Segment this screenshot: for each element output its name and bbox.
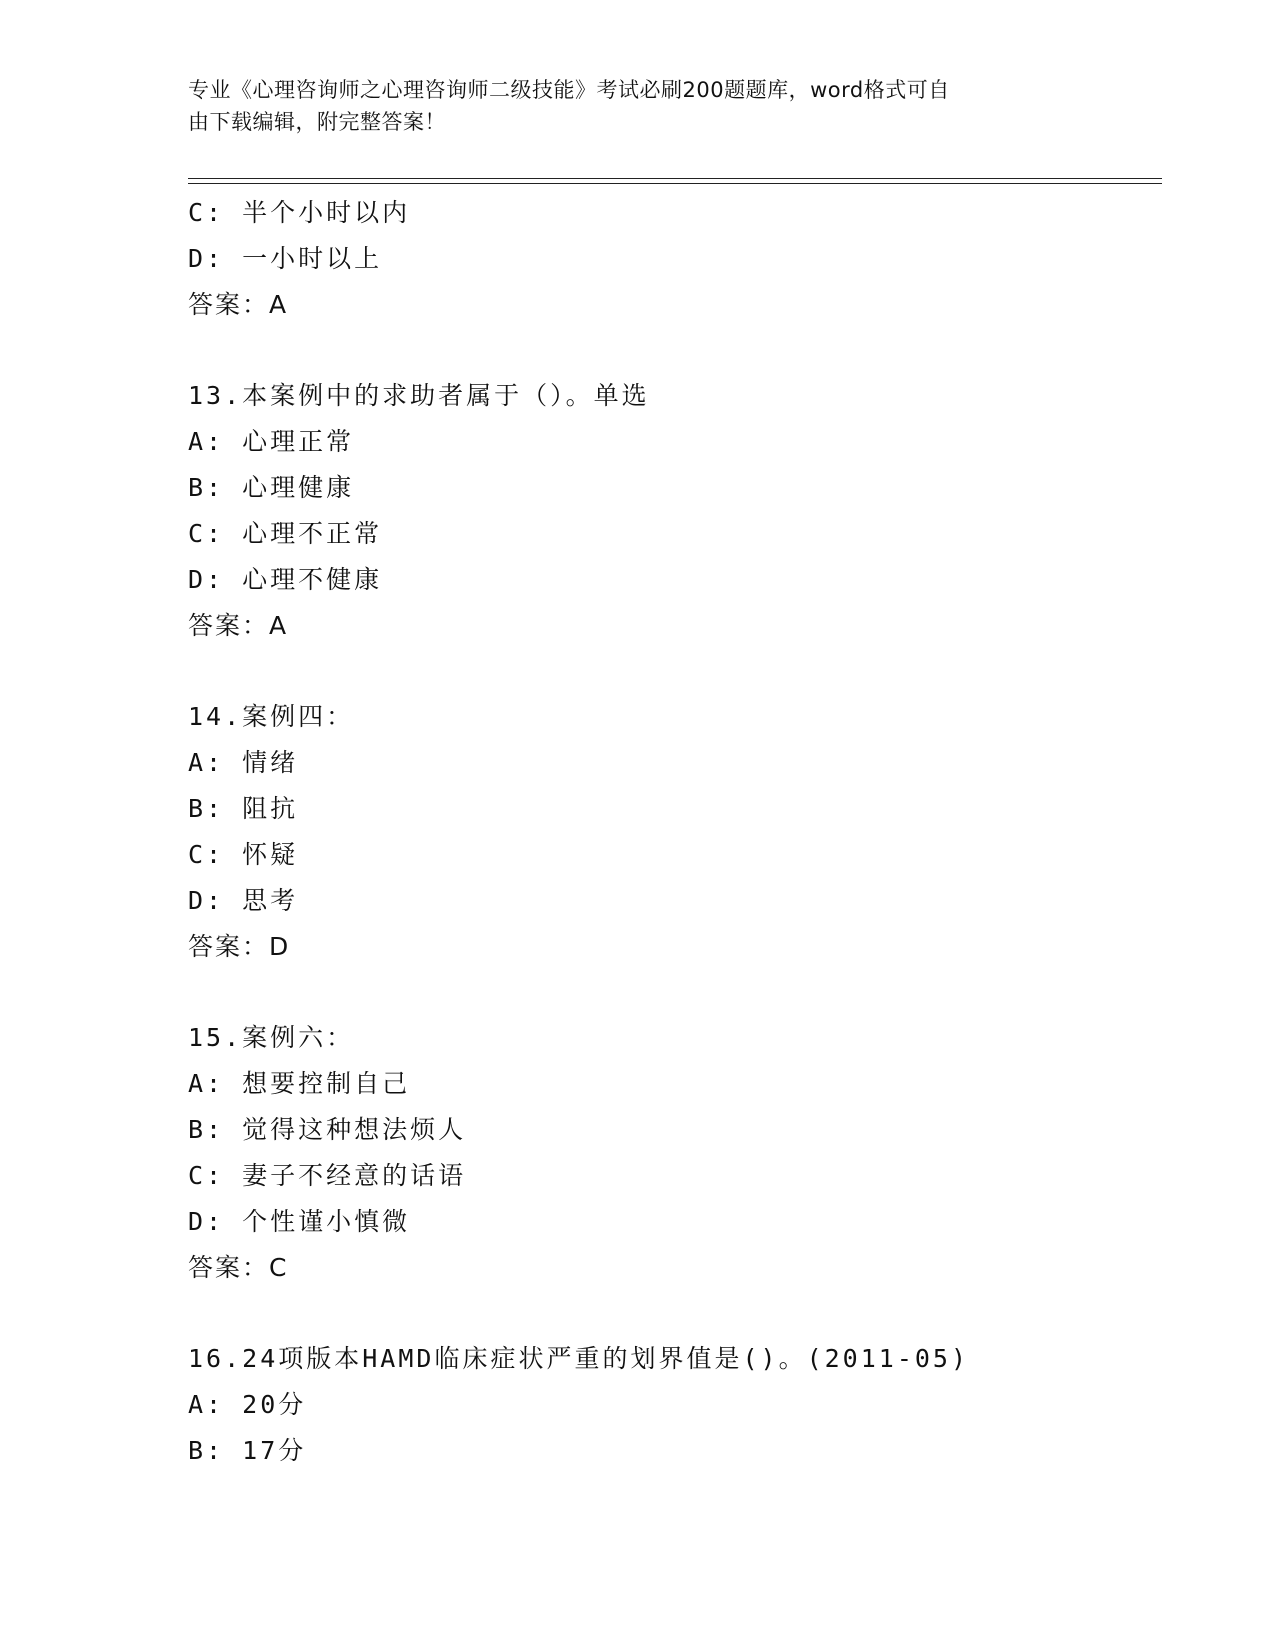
option-a: A: 想要控制自己: [188, 1069, 411, 1098]
option-a: A: 心理正常: [188, 427, 355, 456]
option-c: C: 妻子不经意的话语: [188, 1161, 467, 1190]
option-b: B: 阻抗: [188, 794, 299, 823]
option-d: D: 一小时以上: [188, 244, 383, 273]
question-13: [188, 373, 1168, 649]
answer-line: 答案：A: [188, 611, 289, 640]
header-line-1: 专业《心理咨询师之心理咨询师二级技能》考试必刷200题题库，word格式可自: [188, 78, 950, 102]
question-16: [188, 1336, 1168, 1474]
question-12-tail: [188, 190, 1168, 328]
spacer: [188, 328, 1168, 373]
option-d: D: 个性谨小慎微: [188, 1207, 411, 1236]
question-list: [188, 190, 1168, 1474]
option-c: C: 怀疑: [188, 840, 299, 869]
document-header: [188, 74, 1088, 138]
option-c: C: 心理不正常: [188, 519, 383, 548]
question-text: 14.案例四：: [188, 702, 355, 731]
option-d: D: 思考: [188, 886, 299, 915]
spacer: [188, 1291, 1168, 1336]
question-15: [188, 1015, 1168, 1291]
question-text: 13.本案例中的求助者属于（）。单选: [188, 381, 650, 410]
question-14: [188, 694, 1168, 970]
option-a: A: 20分: [188, 1390, 307, 1419]
answer-line: 答案：D: [188, 932, 291, 961]
header-divider-bottom: [188, 183, 1162, 184]
option-a: A: 情绪: [188, 748, 299, 777]
option-c: C: 半个小时以内: [188, 198, 411, 227]
option-b: B: 17分: [188, 1436, 307, 1465]
header-line-2: 由下载编辑，附完整答案！: [188, 110, 446, 134]
question-text: 15.案例六：: [188, 1023, 355, 1052]
option-b: B: 心理健康: [188, 473, 355, 502]
header-divider-top: [188, 178, 1162, 179]
option-b: B: 觉得这种想法烦人: [188, 1115, 467, 1144]
question-text: 16.24项版本HAMD临床症状严重的划界值是()。(2011-05): [188, 1344, 970, 1373]
answer-line: 答案：C: [188, 1253, 289, 1282]
spacer: [188, 649, 1168, 694]
option-d: D: 心理不健康: [188, 565, 383, 594]
answer-line: 答案：A: [188, 290, 289, 319]
spacer: [188, 970, 1168, 1015]
